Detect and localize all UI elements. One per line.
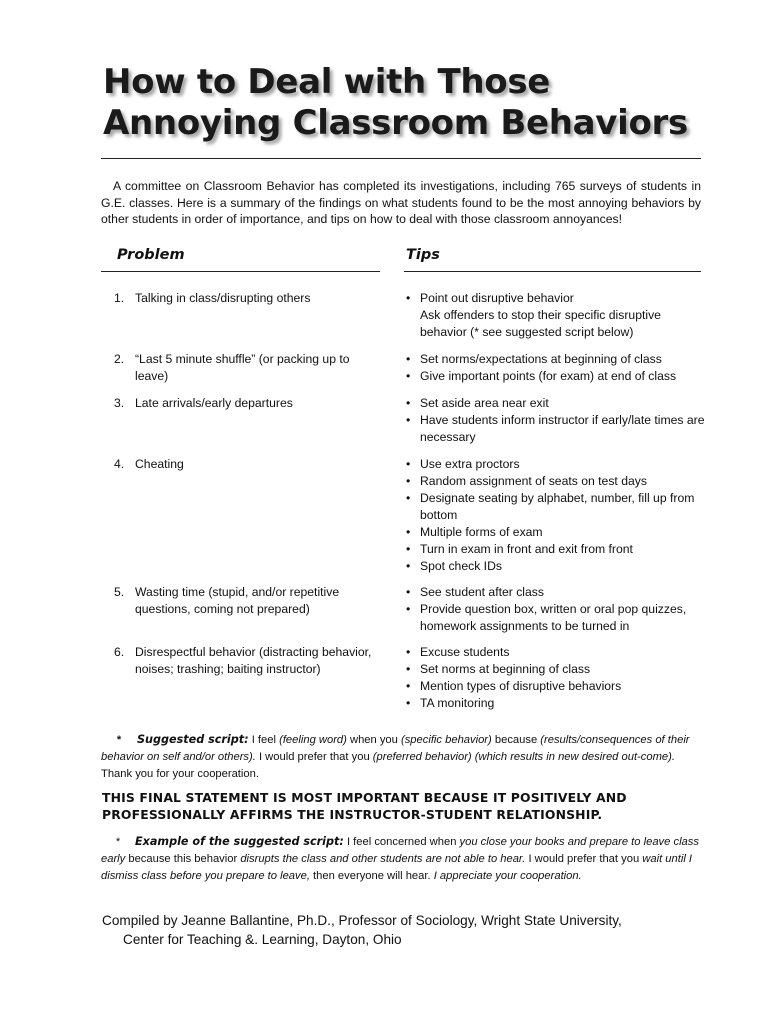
bullet: • xyxy=(406,696,411,710)
script-placeholder: (preferred behavior) xyxy=(372,751,472,763)
example-script xyxy=(101,833,699,885)
tips-list xyxy=(406,456,706,575)
problem-number: 5. xyxy=(114,585,125,599)
tips-list xyxy=(406,351,706,385)
problem-cell xyxy=(114,351,376,385)
example-italic: I appreciate your cooperation. xyxy=(433,870,582,882)
tip-text: Set aside area near exit xyxy=(420,396,549,410)
bullet: • xyxy=(406,585,411,599)
problem-text: Wasting time (stupid, and/or repetitive questions, coming not prepared) xyxy=(135,585,340,616)
credit-line xyxy=(102,911,722,949)
tip-item xyxy=(406,584,706,601)
tip-item xyxy=(406,395,706,412)
bullet: • xyxy=(406,396,411,410)
tip-text: Give important points (for exam) at end of class xyxy=(420,369,677,383)
example-italic: wait until I dismiss class before you prepare to leave, xyxy=(101,853,693,882)
asterisk-mark: * xyxy=(116,734,122,746)
tip-text: TA monitoring xyxy=(420,696,495,710)
tip-text: Multiple forms of exam xyxy=(420,525,543,539)
tip-text: Point out disruptive behavior xyxy=(420,291,574,305)
example-text: I would prefer that you xyxy=(525,853,643,865)
tip-text: Excuse students xyxy=(420,645,510,659)
final-statement: THIS FINAL STATEMENT IS MOST IMPORTANT BECAUSE IT POSITIVELY AND PROFESSIONALLY AFFIRMS THE INSTRUCTOR-STUDENT RELATIONSHIP. xyxy=(102,790,627,822)
bullet: • xyxy=(406,542,411,556)
problem-header-divider xyxy=(101,271,380,272)
problem-text: Cheating xyxy=(135,457,184,471)
script-text: Thank you for your cooperation. xyxy=(101,768,259,780)
tip-item xyxy=(406,290,706,307)
example-italic: you close your books and prepare to leave class early xyxy=(101,836,699,865)
problem-cell xyxy=(114,290,376,307)
suggested-script-label: Suggested script: xyxy=(137,733,249,746)
problem-column-header: Problem xyxy=(117,247,185,263)
tip-text: Provide question box, written or oral pop quizzes, homework assignments to be turned in xyxy=(420,602,687,633)
problem-text: “Last 5 minute shuffle” (or packing up to leave) xyxy=(135,352,350,383)
tip-text: Set norms at beginning of class xyxy=(420,662,591,676)
bullet: • xyxy=(406,352,411,366)
suggested-script xyxy=(101,731,699,783)
page-title xyxy=(103,62,723,144)
script-text: because xyxy=(491,734,541,746)
problem-text: Disrespectful behavior (distracting behavior, noises; trashing; baiting instructor) xyxy=(135,645,372,676)
script-placeholder: (results/consequences of their behavior on self and/or others). xyxy=(101,734,690,763)
tip-text: Mention types of disruptive behaviors xyxy=(420,679,622,693)
intro-paragraph xyxy=(101,178,701,228)
bullet xyxy=(406,307,420,341)
bullet: • xyxy=(406,525,411,539)
script-text: I would prefer that you xyxy=(255,751,373,763)
problem-text: Talking in class/disrupting others xyxy=(135,291,311,305)
example-text: then everyone will hear. xyxy=(309,870,434,882)
bullet: • xyxy=(406,474,411,488)
bullet: • xyxy=(406,662,411,676)
script-placeholder: (which results in new desired out-come). xyxy=(474,751,675,763)
tip-item xyxy=(406,524,706,541)
tips-list xyxy=(406,395,706,446)
tip-item xyxy=(406,307,706,341)
tips-list xyxy=(406,644,706,712)
tip-item xyxy=(406,490,706,524)
bullet: • xyxy=(406,457,411,471)
credit-line-2: Center for Teaching &. Learning, Dayton, Ohio xyxy=(123,932,402,947)
intro-text: A committee on Classroom Behavior has completed its investigations, including 765 surveys of students in G.E. classes. Here is a summary of the findings on what students found to be the most annoying behaviors by other students in order of importance, and tips on how to deal with those classroom annoyances! xyxy=(101,179,701,226)
problem-number: 3. xyxy=(114,396,125,410)
tip-item xyxy=(406,558,706,575)
tip-text: Spot check IDs xyxy=(420,559,502,573)
credit-line-1: Compiled by Jeanne Ballantine, Ph.D., Professor of Sociology, Wright State University, xyxy=(102,913,622,928)
problem-number: 4. xyxy=(114,457,125,471)
tip-item xyxy=(406,368,706,385)
tip-item xyxy=(406,473,706,490)
title-line-2: Annoying Classroom Behaviors xyxy=(103,103,688,143)
tip-text: See student after class xyxy=(420,585,544,599)
script-text: when you xyxy=(346,734,401,746)
problem-number: 1. xyxy=(114,291,125,305)
problem-cell xyxy=(114,456,376,473)
tip-text: Have students inform instructor if early/late times are necessary xyxy=(420,413,705,444)
tip-item xyxy=(406,661,706,678)
tip-item xyxy=(406,456,706,473)
tips-column-header: Tips xyxy=(406,247,440,263)
tip-text: Use extra proctors xyxy=(420,457,520,471)
bullet: • xyxy=(406,559,411,573)
tips-list xyxy=(406,290,706,341)
tip-text: Random assignment of seats on test days xyxy=(420,474,647,488)
problem-text: Late arrivals/early departures xyxy=(135,396,293,410)
tip-item xyxy=(406,644,706,661)
tip-item xyxy=(406,541,706,558)
tip-item xyxy=(406,351,706,368)
bullet: • xyxy=(406,413,411,427)
bullet: • xyxy=(406,679,411,693)
bullet: • xyxy=(406,369,411,383)
tip-item xyxy=(406,412,706,446)
tip-text: Turn in exam in front and exit from front xyxy=(420,542,633,556)
tip-item xyxy=(406,695,706,712)
problem-number: 2. xyxy=(114,352,125,366)
problem-cell xyxy=(114,584,376,618)
script-placeholder: (specific behavior) xyxy=(400,734,492,746)
bullet: • xyxy=(406,602,411,616)
script-placeholder: (feeling word) xyxy=(279,734,347,746)
tip-item xyxy=(406,601,706,635)
title-divider xyxy=(101,158,701,159)
problem-number: 6. xyxy=(114,645,125,659)
problem-cell xyxy=(114,644,376,678)
title-line-1: How to Deal with Those xyxy=(103,62,551,102)
bullet: • xyxy=(406,491,411,505)
example-italic: disrupts the class and other students are not able to hear. xyxy=(240,853,526,865)
tip-item xyxy=(406,678,706,695)
tips-list xyxy=(406,584,706,635)
example-text: I feel concerned when xyxy=(343,836,460,848)
example-script-label: Example of the suggested script: xyxy=(135,835,344,848)
script-text: I feel xyxy=(248,734,280,746)
tip-text: Ask offenders to stop their specific disruptive behavior (* see suggested script below) xyxy=(420,308,661,339)
bullet: • xyxy=(406,291,411,305)
problem-cell xyxy=(114,395,376,412)
bullet: • xyxy=(406,645,411,659)
asterisk-mark: * xyxy=(115,836,121,848)
tips-header-divider xyxy=(404,271,701,272)
example-text: because this behavior xyxy=(125,853,241,865)
tip-text: Designate seating by alphabet, number, fill up from bottom xyxy=(420,491,695,522)
tip-text: Set norms/expectations at beginning of class xyxy=(420,352,662,366)
